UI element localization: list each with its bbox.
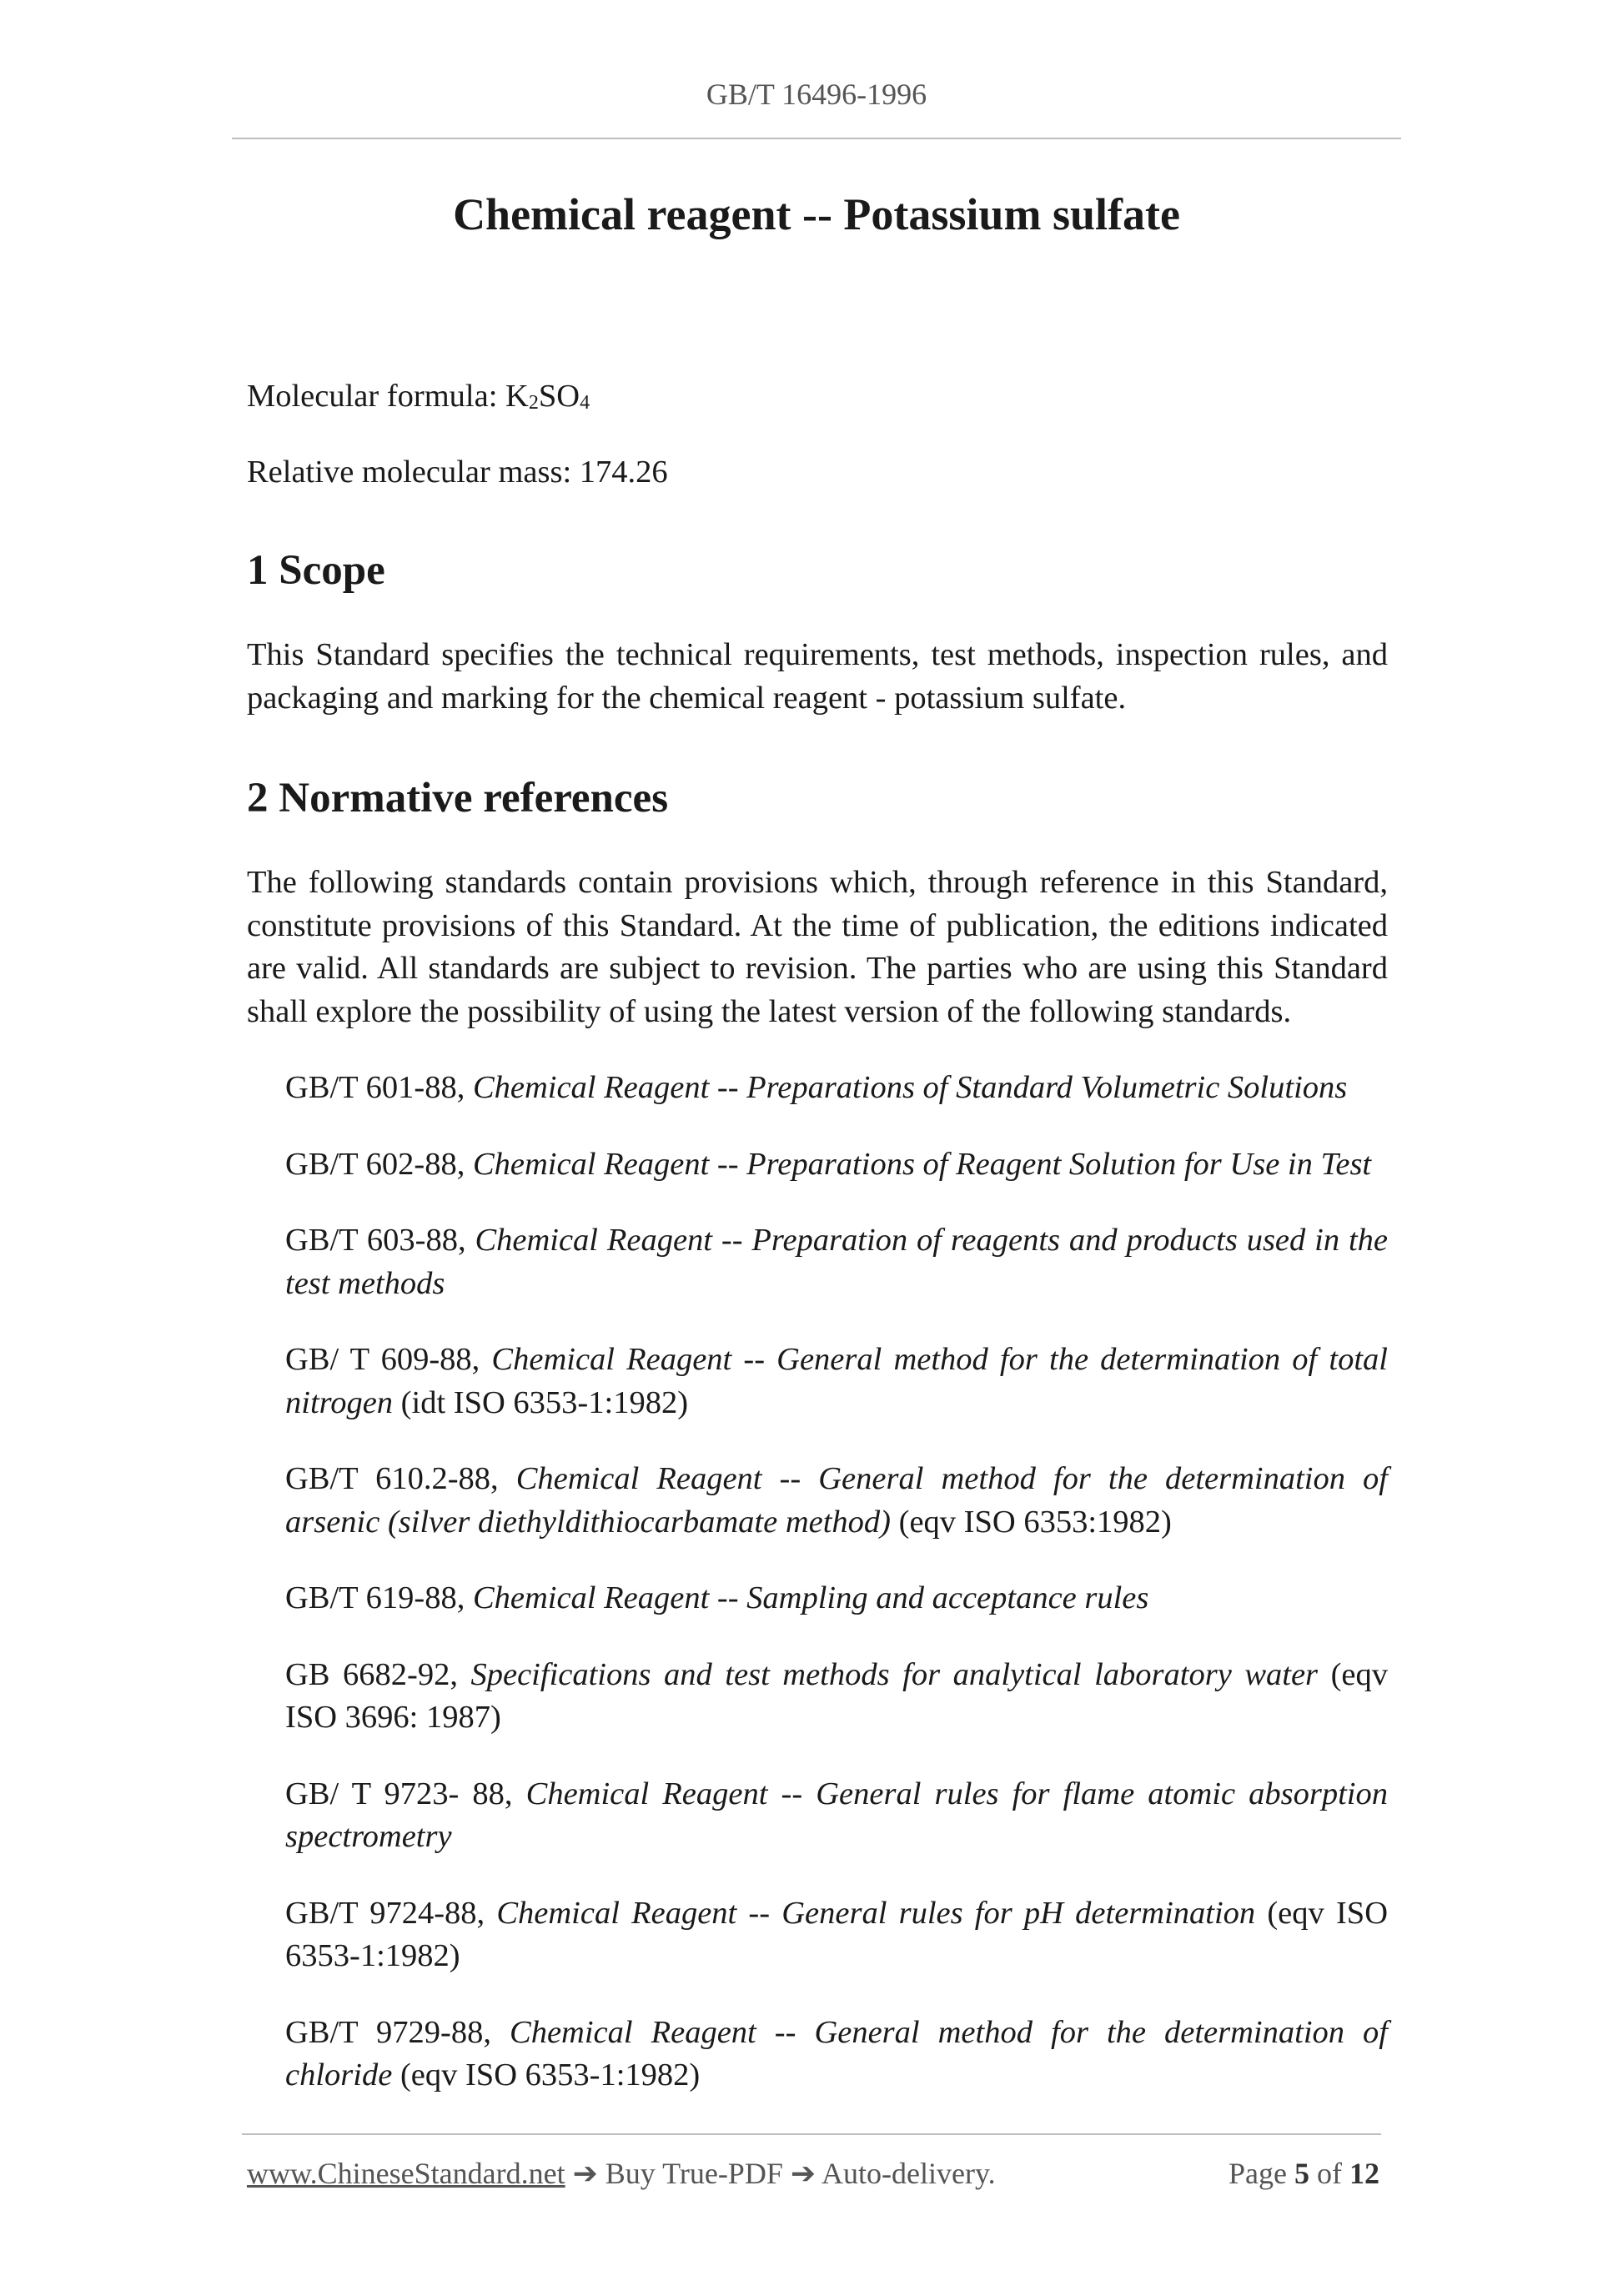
page-number [1229,2156,1379,2191]
reference-title: Chemical Reagent -- General method for the determination of arsenic (silver diethyldithiocarbamate method) [285,1461,1388,1540]
reference-title: Chemical Reagent -- Sampling and acceptance rules [472,1580,1149,1615]
header-divider [232,138,1401,139]
reference-item [285,1339,1388,1424]
reference-code: GB/T 602-88, [285,1146,473,1182]
reference-item [285,1773,1388,1859]
reference-item [285,1067,1388,1110]
arrow-icon: ➔ [565,2157,605,2190]
document-body [247,375,1388,2131]
reference-code: GB/T 619-88, [285,1580,473,1615]
reference-equivalence: (eqv ISO 6353-1:1982) [285,1895,1389,1973]
section-heading-normative-references: 2 Normative references [247,775,669,821]
reference-item [285,1143,1388,1187]
reference-title: Specifications and test methods for analytical laboratory water [470,1656,1319,1692]
reference-title: Chemical Reagent -- Preparations of Reagent Solution for Use in Test [472,1146,1372,1182]
reference-item [285,1577,1388,1620]
arrow-icon: ➔ [782,2157,822,2190]
total-pages: 12 [1349,2157,1379,2190]
reference-title: Chemical Reagent -- General method for the determination of total nitrogen [285,1342,1388,1420]
reference-equivalence: (eqv ISO 6353-1:1982) [392,2057,701,2093]
reference-item [285,1654,1388,1740]
formula-subscript-4: 4 [580,392,590,414]
reference-title: Chemical Reagent -- Preparations of Standard Volumetric Solutions [472,1070,1348,1105]
reference-list [247,1067,1388,2098]
reference-item [285,1219,1388,1305]
page-of-label: of [1309,2157,1349,2190]
molecular-formula [247,375,1388,419]
reference-equivalence: (idt ISO 6353-1:1982) [393,1384,689,1420]
reference-code: GB/T 603-88, [285,1223,475,1258]
formula-element-so: SO [538,379,580,414]
reference-item [285,1458,1388,1544]
formula-label: Molecular formula: [247,379,506,414]
reference-equivalence: (eqv ISO 6353:1982) [891,1504,1172,1540]
scope-paragraph: This Standard specifies the technical requirements, test methods, inspection rules, and packaging and marking for the chemical reagent - potassium sulfate. [247,637,1388,716]
reference-title: Chemical Reagent -- General method for the determination of chloride [285,2014,1388,2093]
normative-references-paragraph: The following standards contain provisions which, through reference in this Standard, constitute provisions of this Standard. At the time of publication, the editions indicated are valid. All standards are subject to revision. The parties who are using this Standard shall explore the possibility of using the latest version of the following standards. [247,865,1388,1029]
page-label: Page [1229,2157,1294,2190]
section-heading-scope: 1 Scope [247,547,385,594]
reference-code: GB/T 9724-88, [285,1895,497,1931]
reference-title: Chemical Reagent -- General rules for flame atomic absorption spectrometry [285,1776,1388,1854]
document-code-header: GB/T 16496-1996 [706,78,927,111]
reference-equivalence: (eqv ISO 3696: 1987) [285,1656,1388,1735]
buy-text: Buy True-PDF [605,2157,783,2190]
footer-promo [247,2156,996,2191]
formula-subscript-2: 2 [528,392,539,414]
footer-divider [242,2133,1381,2135]
reference-code: GB/ T 609-88, [285,1342,492,1377]
delivery-text: Auto-delivery. [822,2157,996,2190]
current-page: 5 [1294,2157,1309,2190]
reference-item [285,1892,1388,1978]
formula-element-k: K [505,379,529,414]
reference-code: GB/ T 9723- 88, [285,1776,526,1811]
reference-code: GB/T 610.2-88, [285,1461,516,1496]
reference-title: Chemical Reagent -- Preparation of reagents and products used in the test methods [285,1223,1388,1301]
reference-code: GB 6682-92, [285,1656,471,1692]
molecular-mass: Relative molecular mass: 174.26 [247,454,668,490]
reference-title: Chemical Reagent -- General rules for pH determination [496,1895,1256,1931]
document-title: Chemical reagent -- Potassium sulfate [453,189,1180,239]
reference-code: GB/T 601-88, [285,1070,473,1105]
reference-code: GB/T 9729-88, [285,2014,510,2050]
site-link[interactable]: www.ChineseStandard.net [247,2157,565,2190]
reference-item [285,2012,1388,2098]
